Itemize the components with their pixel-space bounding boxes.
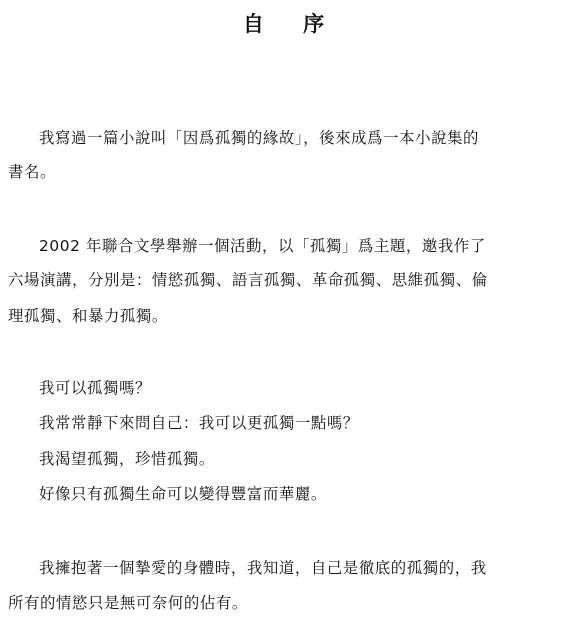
paragraph-3-line-2: 我常常靜下來問自己：我可以更孤獨一點嗎？ xyxy=(39,414,359,432)
paragraph-3-line-1: 我可以孤獨嗎？ xyxy=(39,379,151,397)
paragraph-1-line-1: 我寫過一篇小說叫「因爲孤獨的緣故」，後來成爲一本小說集的 xyxy=(39,129,480,147)
paragraph-1-line-2: 書名。 xyxy=(8,163,56,181)
paragraph-4-line-1: 我擁抱著一個摯愛的身體時，我知道，自己是徹底的孤獨的，我 xyxy=(39,559,487,577)
paragraph-3-line-4: 好像只有孤獨生命可以變得豐富而華麗。 xyxy=(39,485,327,503)
paragraph-3-line-3: 我渴望孤獨，珍惜孤獨。 xyxy=(39,450,215,468)
paragraph-2-line-2: 六場演講，分別是：情慾孤獨、語言孤獨、革命孤獨、思維孤獨、倫 xyxy=(8,271,488,289)
paragraph-4-line-2: 所有的情慾只是無可奈何的佔有。 xyxy=(8,594,248,612)
paragraph-2-line-1: 2002 年聯合文學舉辦一個活動，以「孤獨」爲主題，邀我作了 xyxy=(39,237,486,255)
page-title: 自 序 xyxy=(242,12,341,36)
paragraph-2-line-3: 理孤獨、和暴力孤獨。 xyxy=(8,307,168,325)
